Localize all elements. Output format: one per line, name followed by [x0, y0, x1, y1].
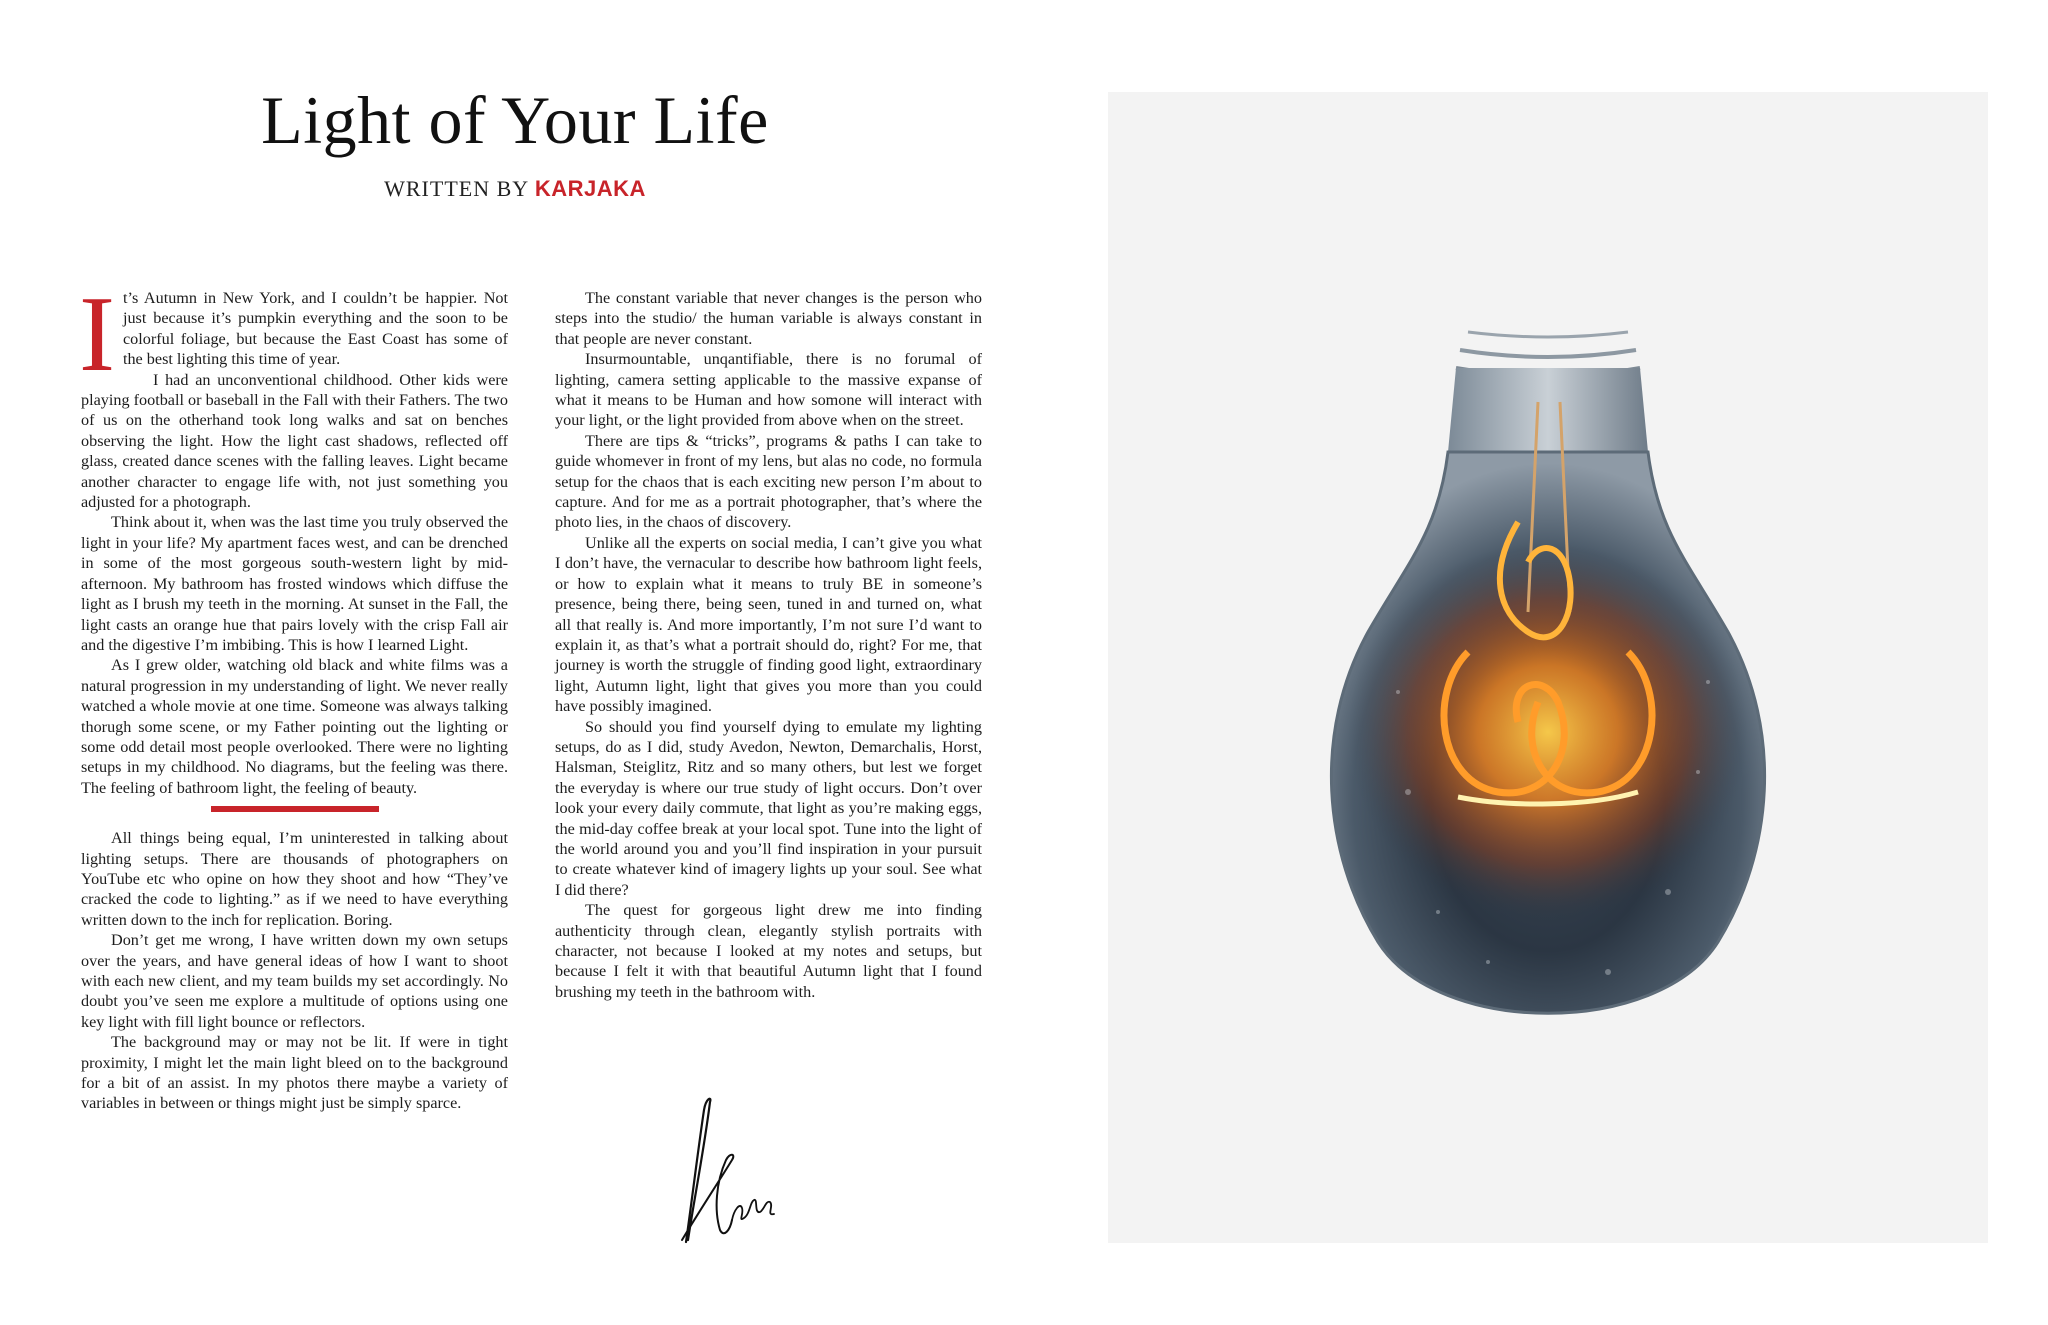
paragraph: I had an unconventional childhood. Other kids were playing football or baseball in the Fall with their Fathers. The two of us on the otherhand took long walks and sat on benches observing the light. How the light cast shadows, reflected off glass, created dance scenes with the falling leaves. Light became another character to engage life with, not just something you adjusted for a photograph. — [81, 370, 508, 512]
paragraph: The quest for gorgeous light drew me into finding authenticity through clean, elegantly stylish portraits with character, not because I looked at my notes and setups, but because I felt it with that beautiful Autumn light that I found brushing my teeth in the bathroom with. — [555, 901, 982, 1001]
drop-cap: I — [79, 275, 115, 394]
author-name: KARJAKA — [534, 176, 646, 201]
section-divider — [211, 806, 379, 812]
lightbulb-photo — [1108, 92, 1988, 1243]
text-column-left — [79, 275, 508, 1114]
byline — [200, 176, 830, 202]
paragraph-intro — [79, 275, 508, 394]
paragraph: The constant variable that never changes is the person who steps into the studio/ the human variable is always constant in that people are never constant. — [555, 289, 982, 348]
article-title: Light of Your Life — [261, 82, 769, 158]
handwritten-signature-icon — [670, 1090, 790, 1250]
intro-text: t’s Autumn in New York, and I couldn’t be happier. Not just because it’s pumpkin everything and the soon to be colorful foliage, but because the East Coast has some of the best lighting this time of year. — [122, 289, 508, 369]
paragraph: Don’t get me wrong, I have written down my own setups over the years, and have general ideas of how I want to shoot with each new client, and my team builds my set accordingly. No doubt you’ve seen me explore a multitude of options using one key light with fill light bounce or reflectors. — [81, 931, 508, 1031]
byline-prefix: WRITTEN BY — [384, 176, 529, 201]
paragraph: Insurmountable, unqantifiable, there is no forumal of lighting, camera setting applicable to the massive expanse of what it means to be Human and how somone will interact with your light, or the light provided from above when on the street. — [555, 350, 982, 430]
paragraph: As I grew older, watching old black and white films was a natural progression in my understanding of light. We never really watched a whole movie at one time. Someone was always talking thorugh some scene, or my Father pointing out the lighting or some odd detail most people overlooked. There were no lighting setups in my childhood. No diagrams, but the feeling was there. The feeling of bathroom light, the feeling of beauty. — [81, 656, 508, 797]
paragraph: All things being equal, I’m uninterested in talking about lighting setups. There are thousands of photographers on YouTube etc who opine on how they shoot and how “They’ve cracked the code to lighting.” as if we need to have everything written down to the inch for replication. Boring. — [81, 829, 508, 929]
text-column-right — [555, 288, 982, 1002]
paragraph: The background may or may not be lit. If were in tight proximity, I might let the main light bleed on to the background for a bit of an assist. In my photos there maybe a variety of variables in between or things might just be simply sparce. — [81, 1033, 508, 1113]
paragraph: There are tips & “tricks”, programs & paths I can take to guide whomever in front of my lens, but alas no code, no formula setup for the chaos that is each exciting new person I’m about to capture. And for me as a portrait photographer, that’s where the photo lies, in the chaos of discovery. — [555, 431, 982, 532]
paragraph: So should you find yourself dying to emulate my lighting setups, do as I did, study Avedon, Newton, Demarchalis, Horst, Halsman, Steiglitz, Ritz and so many others, but lest we forget the everyday is where our true study of light occurs. Don’t over look your every daily commute, that light as you’re making eggs, the mid-day coffee break at your local spot. Tune into the light of the world around you and you’ll find inspiration in your pursuit to create whatever kind of imagery lights up your soul. See what I did there? — [555, 717, 982, 899]
paragraph: Think about it, when was the last time you truly observed the light in your life? My apartment faces west, and can be drenched in some of the most gorgeous south-western light by mid-afternoon. My bathroom has frosted windows which diffuse the light as I brush my teeth in the morning. At sunset in the Fall, the light casts an orange hue that pairs lovely with the crisp Fall air and the digestive I’m imbibing. This is how I learned Light. — [81, 513, 508, 654]
paragraph: Unlike all the experts on social media, I can’t give you what I don’t have, the vernacular to describe how bathroom light feels, or how to explain what it means to truly BE in someone’s presence, being there, being seen, tuned in and turned on, what all that really is. And more importantly, I’m not sure I’d want to explain it, as that’s what a portrait should do, right? For me, that journey is worth the struggle of finding good light, extraordinary light, Autumn light, light that gives you more than you could have possibly imagined. — [555, 533, 982, 716]
